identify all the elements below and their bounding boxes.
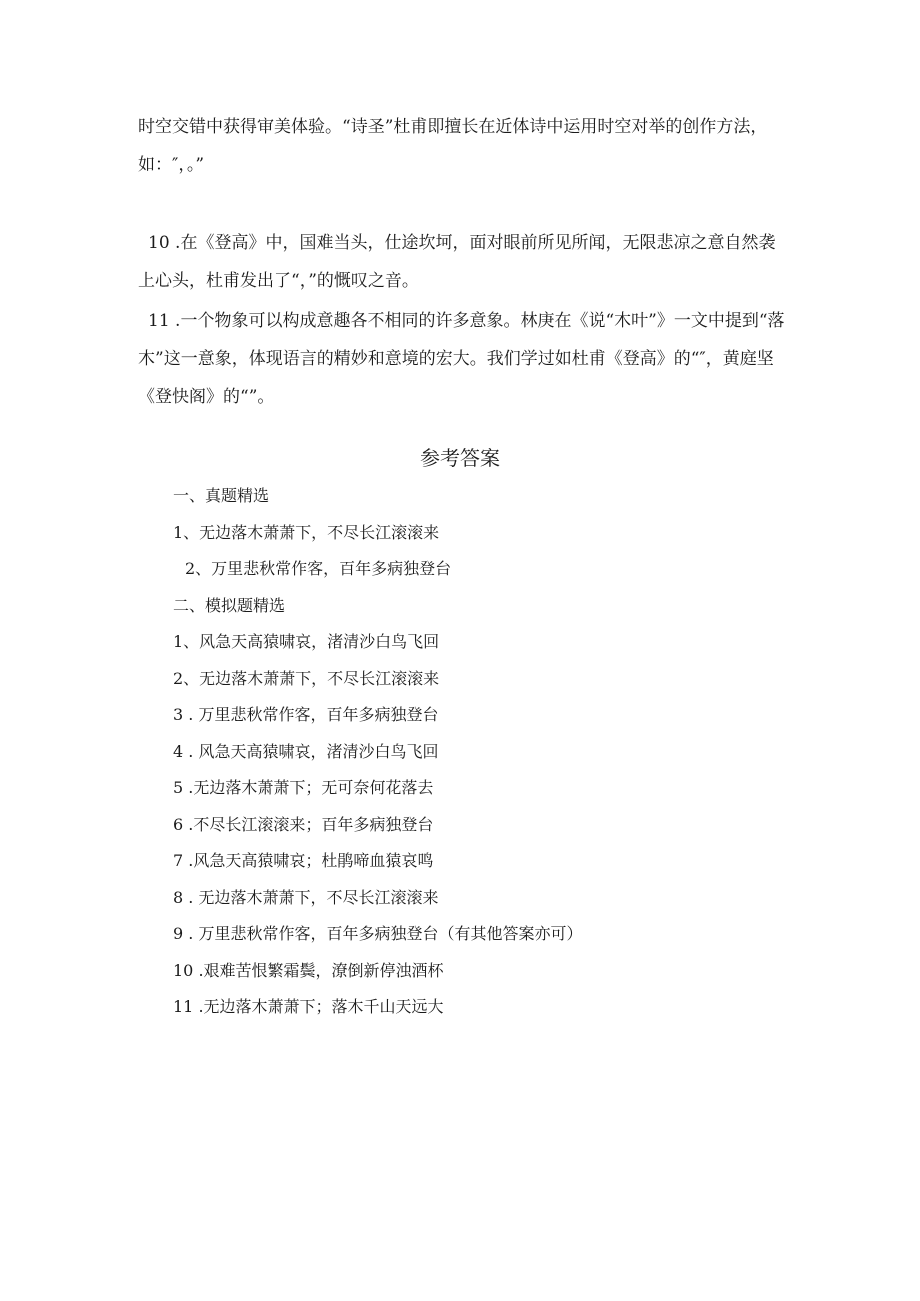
answer-item: 3 . 万里悲秋常作客，百年多病独登台 — [173, 705, 439, 724]
section-heading-real-exam: 一、真题精选 — [173, 486, 270, 505]
answer-item: 5 .无边落木萧萧下；无可奈何花落去 — [173, 778, 434, 797]
question-11 — [138, 302, 788, 416]
section-heading-mock-exam: 二、模拟题精选 — [173, 595, 286, 615]
answer-item: 6 .不尽长江滚滚来；百年多病独登台 — [173, 814, 434, 834]
answer-item: 10 .艰难苦恨繁霜鬓，潦倒新停浊酒杯 — [173, 960, 444, 980]
answer-item: 4 . 风急天高猿啸哀，渚清沙白鸟飞回 — [173, 741, 439, 761]
answer-key-title: 参考答案 — [420, 446, 500, 470]
answer-list — [173, 478, 582, 1026]
question-9-continuation: 时空交错中获得审美体验。“诗圣”杜甫即擅长在近体诗中运用时空对举的创作方法，如：″，。” — [138, 117, 768, 175]
question-10-text: 10 .在《登高》中，国难当头，仕途坎坷，面对眼前所见所闻，无限悲凉之意自然袭上心头，杜甫发出了“，”的慨叹之音。 — [138, 233, 776, 291]
answer-item: 2、万里悲秋常作客，百年多病独登台 — [185, 559, 452, 578]
answer-item: 11 .无边落木萧萧下；落木千山天远大 — [173, 997, 444, 1016]
answer-item: 7 .风急天高猿啸哀；杜鹃啼血猿哀鸣 — [173, 851, 434, 870]
answer-item: 9 . 万里悲秋常作客，百年多病独登台（有其他答案亦可） — [173, 924, 583, 943]
answer-item: 1、风急天高猿啸哀，渚清沙白鸟飞回 — [173, 632, 440, 651]
question-10 — [138, 224, 788, 300]
answer-item: 1、无边落木萧萧下，不尽长江滚滚来 — [173, 522, 440, 542]
answer-item: 2、无边落木萧萧下，不尽长江滚滚来 — [173, 668, 440, 688]
question-11-text: 11 .一个物象可以构成意趣各不相同的许多意象。林庚在《说“木叶”》一文中提到“落木”这一意象，体现语言的精妙和意境的宏大。我们学过如杜甫《登高》的“″，黄庭坚《登快阁》的“”。 — [138, 311, 785, 407]
answer-item: 8 . 无边落木萧萧下，不尽长江滚滚来 — [173, 887, 439, 907]
